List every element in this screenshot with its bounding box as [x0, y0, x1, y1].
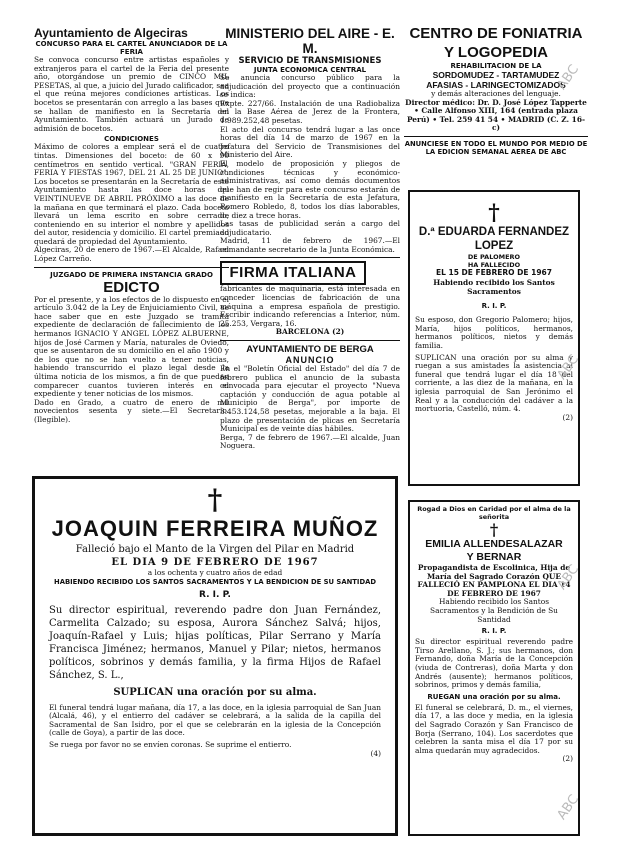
divider: [34, 267, 229, 268]
berga-footer: Berga, 7 de febrero de 1967.—El alcalde, Juan Noguera.: [220, 432, 400, 451]
obituary-joaquin-ferreira: [32, 476, 398, 836]
divider: [220, 257, 400, 258]
fernandez-place-1: DE PALOMERO: [467, 253, 521, 261]
allende-sacraments: Habiendo recibido los Santos Sacramentos y la Bendición de Su Santidad: [430, 597, 558, 624]
algeciras-conditions-title: CONDICIONES: [104, 135, 159, 144]
ministerio-notice: [220, 26, 400, 254]
edicto-notice: [34, 271, 229, 425]
ministerio-body-4: El modelo de proposición y pliegos de condiciones técnicas y económico-administrativas, así como demás documentos que han de regir para este concurso estarán de manifiesto en la Secretaría de esta Jefatura, Romero Robledo, 8, todos los días laborables, de diez a trece horas.: [220, 158, 400, 220]
fernandez-rip: R. I. P.: [481, 302, 507, 311]
firma-city: BARCELONA (2): [275, 327, 345, 337]
ferreira-line-2: EL DIA 9 DE FEBRERO DE 1967: [111, 557, 319, 568]
watermark: ABC: [554, 562, 583, 593]
berga-body: En el "Boletín Oficial del Estado" del día 7 de febrero publica el anuncio de la subasta convocada para ejecutar el proyecto "Nueva captación y conducción de agua potable al Municipio de Berga", por importe de 3.453.124,58 pesetas, mejorable a la baja. El plazo de presentación de plicas en Secretaría Municipal es de veinte días hábiles.: [220, 364, 400, 434]
fernandez-name-2: LOPEZ: [474, 240, 514, 252]
ferreira-family: Su director espiritual, reverendo padre don Juan Fernández, Carmelita Calzado; su esposa, Aurora Sánchez Salvá; hijos, Joaquín-Rafael y Luis; hijas políticas, Pilar Serrano y María Francisca Jiménez; hermanos, Manuel y Pilar; nietos, hermanos políticos, sobrinos y demás familia, y la firma Hijos de Rafael Sánchez, S. L.,: [49, 604, 381, 681]
allende-funeral: El funeral se celebrará, D. m., el viernes, día 17, a las doce y media, en la iglesia del Sagrado Corazón y San Francisco de Borja (Serrano, 104). Los sacerdotes que celebren la santa misa el día 17 por su alma quedarán muy agradecidos.: [415, 702, 573, 755]
ferreira-ref: (4): [370, 748, 381, 758]
ferreira-name: JOAQUIN FERREIRA MUÑOZ: [51, 516, 379, 541]
divider: [404, 136, 588, 137]
allende-family: Su director espiritual reverendo padre Tirso Arellano, S. J.; sus hermanos, don Fernando, doña María de la Concepción (viuda de Contreras), doña Marta y don Andrés (ausente); hermanos políticos, sobrinos, primos y demás familia,: [415, 637, 573, 690]
ferreira-rip: R. I. P.: [199, 589, 231, 600]
fernandez-date: EL 15 DE FEBRERO DE 1967: [436, 268, 552, 277]
firma-italiana-ad: [220, 261, 400, 337]
foniatria-line-2: SORDOMUDEZ - TARTAMUDEZ: [432, 70, 560, 80]
firma-body: fabricantes de maquinaria, está interesada en conceder licencias de fabricación de una máquina a empresa española de prestigio. Escribir indicando referencias a Interior, núm. 25.253, Vergara, 16.: [220, 284, 400, 328]
allende-rip: R. I. P.: [481, 627, 507, 636]
watermark: ABC: [554, 62, 583, 93]
fernandez-family: Su esposo, don Gregorio Palomero; hijos, María, hijos políticos, hermanos, hermanos políticos, nietos y demás familia.: [415, 315, 573, 350]
column-middle: [220, 26, 400, 460]
ferreira-line-1: Falleció bajo el Manto de la Virgen del Pilar en Madrid: [75, 544, 355, 555]
watermark: ABC: [554, 352, 583, 383]
fernandez-sacraments: Habiendo recibido los Santos Sacramentos: [433, 278, 555, 296]
algeciras-body: Se convoca concurso entre artistas españoles y extranjeros para el cartel de la Feria del presente año, otorgándose un premio de CINCO MIL PESETAS, al que, a juicio del Jurado calificador, sea el que reúna mejores condiciones artísticas. Los bocetos se presentarán con arreglo a las bases que se hallan de manifiesto en la Secretaría del Ayuntamiento. También actuará un Jurado de admisión de bocetos.: [34, 55, 229, 133]
column-right-top: [404, 24, 588, 180]
fernandez-suplican: SUPLICAN una oración por su alma y ruegan a sus amistades la asistencia al funeral que tendrá lugar el día 18 del corriente, a las diez de la mañana, en la iglesia parroquial de San Jerónimo el Real y a la conducción del cadáver a la mortuoria, Castelló, núm. 4.: [415, 352, 573, 414]
algeciras-title: Ayuntamiento de Algeciras: [34, 26, 188, 40]
fernandez-name-1: D.ª EDUARDA FERNANDEZ: [418, 226, 570, 238]
algeciras-conditions: Máximo de colores a emplear será el de cuatro tintas. Dimensiones del boceto: de 60 x 90 centímetros en sentido vertical. "GRAN FERIA, FERIA Y FIESTAS 1967, DEL 21 AL 25 DE JUNIO". Los bocetos se presentarán en la Secretaría de este Ayuntamiento hasta las doce horas del VEINTINUEVE DE ABRIL PRÓXIMO a las doce de la mañana en que terminará el plazo. Cada boceto llevará un lema escrito en sobre cerrado, conteniendo en su interior el nombre y apellidos del autor, residencia y domicilio. El cartel premiado quedará de propiedad del Ayuntamiento.: [34, 142, 229, 246]
firma-title: FIRMA ITALIANA: [229, 264, 357, 282]
ministerio-footer: Madrid, 11 de febrero de 1967.—El comandante secretario de la Junta Económica.: [220, 236, 400, 254]
obituary-emilia-allendesalazar: [408, 500, 580, 836]
cross-icon: †: [207, 483, 223, 516]
allende-ref: (2): [562, 754, 573, 764]
ministerio-body-3: El acto del concurso tendrá lugar a las once horas del día 14 de marzo de 1967 en la Jefatura del Servicio de Transmisiones del Ministerio del Aire.: [220, 124, 400, 160]
fernandez-place-2: HA FALLECIDO: [467, 261, 521, 269]
foniatria-line-5: Director médico: Dr. D. José López Tapperte • Calle Alfonso XIII, 164 (entrada plaza Perú) • Tel. 259 41 54 • MADRID (C. Z. 16-c): [405, 97, 587, 133]
edicto-body: Por el presente, y a los efectos de lo dispuesto en el artículo 3.042 de la Ley de Enjuiciamiento Civil, se hace saber que en este Juzgado se tramita expediente de declaración de fallecimiento de los hermanos IGNACIO Y ANGEL LÓPEZ ALBUERNE, hijos de José Carmen y María, naturales de Oviedo, que se ausentaron de su domicilio en el año 1900 y de los que no se han vuelto a tener noticias, habiendo transcurrido el plazo legal desde la última noticia de los mismos, a fin de que puedan comparecer cuantos tuvieren interés en el expediente y tener noticias de los mismos.: [34, 294, 229, 399]
berga-subtitle: ANUNCIO: [285, 355, 335, 366]
ferreira-line-3: a los ochenta y cuatro años de edad: [147, 568, 283, 577]
ferreira-note: Se ruega por favor no se envíen coronas. Se suprime el entierro.: [49, 739, 292, 749]
divider: [220, 340, 400, 341]
edicto-court: JUZGADO DE PRIMERA INSTANCIA GRADO: [50, 270, 213, 279]
firma-title-box: [220, 261, 366, 285]
ferreira-line-4: HABIENDO RECIBIDO LOS SANTOS SACRAMENTOS Y LA BENDICION DE SU SANTIDAD: [54, 577, 376, 586]
ferreira-suplican: SUPLICAN una oración por su alma.: [113, 686, 317, 698]
watermark: ABC: [554, 792, 583, 823]
edicto-title: EDICTO: [103, 278, 160, 296]
allende-name-1: EMILIA ALLENDESALAZAR: [425, 538, 563, 550]
cross-icon: †: [488, 200, 500, 226]
anuncie-notice: ANUNCIESE EN TODO EL MUNDO POR MEDIO DE LA EDICION SEMANAL AEREA DE ABC: [404, 139, 588, 156]
allende-name-2: Y BERNAR: [466, 551, 522, 563]
allende-header: Rogad a Dios en Caridad por el alma de la señorita: [417, 505, 571, 521]
algeciras-footer: Algeciras, 20 de enero de 1967.—El Alcalde, Rafael López Carreño.: [34, 245, 229, 264]
foniatria-line-3: AFASIAS - LARINGECTOMIZADOS: [426, 80, 566, 90]
foniatria-line-4: y demás alteraciones del lenguaje.: [431, 89, 561, 98]
fernandez-ref: (2): [562, 412, 573, 422]
ministerio-subtitle: SERVICIO DE TRANSMISIONES: [238, 56, 382, 66]
ministerio-body-5: Las tasas de publicidad serán a cargo del adjudicatario.: [220, 219, 400, 237]
berga-notice: [220, 344, 400, 451]
ministerio-title: MINISTERIO DEL AIRE - E. M.: [225, 26, 395, 56]
edicto-footer: Dado en Grado, a cuatro de enero de mil novecientos sesenta y siete.—El Secretario. (Ilegible).: [34, 397, 229, 424]
allende-body-1: Propagandista de Escolinica, Hija de María del Sagrado Corazón QUE FALLECIÓ EN PAMPLONA EL DIA 14 DE FEBRERO DE 1967: [417, 563, 571, 598]
allende-ruegan: RUEGAN una oración por su alma.: [427, 692, 561, 701]
algeciras-notice: [34, 26, 229, 264]
obituary-eduarda-fernandez: [408, 190, 580, 486]
ministerio-body-1: Se anuncia concurso público para la adjudicación del proyecto que a continuación se indica:: [220, 73, 400, 100]
ministerio-body-2: Expte. 227/66. Instalación de una Radiobaliza en la Base Aérea de Jerez de la Frontera, 1.989.252,48 pesetas.: [220, 98, 400, 125]
foniatria-title-2: Y LOGOPEDIA: [444, 44, 548, 61]
foniatria-title-1: CENTRO DE FONIATRIA: [409, 25, 583, 42]
foniatria-line-1: REHABILITACION DE LA: [450, 62, 542, 70]
ministerio-subtitle-2: JUNTA ECONOMICA CENTRAL: [253, 66, 367, 74]
cross-icon: †: [489, 520, 499, 539]
berga-title: AYUNTAMIENTO DE BERGA: [246, 344, 374, 356]
ferreira-funeral: El funeral tendrá lugar mañana, día 17, a las doce, en la iglesia parroquial de San Juan (Alcalá, 46), y el entierro del cadáver se celebrará, a la salida de la capilla del Sacramental de San Isidro, por el que se celebrarán en la iglesia de la Concepción (calle de Goya), a partir de las doce.: [49, 702, 381, 738]
column-left: [34, 26, 229, 460]
algeciras-subtitle: CONCURSO PARA EL CARTEL ANUNCIADOR DE LA FERIA: [35, 40, 228, 56]
